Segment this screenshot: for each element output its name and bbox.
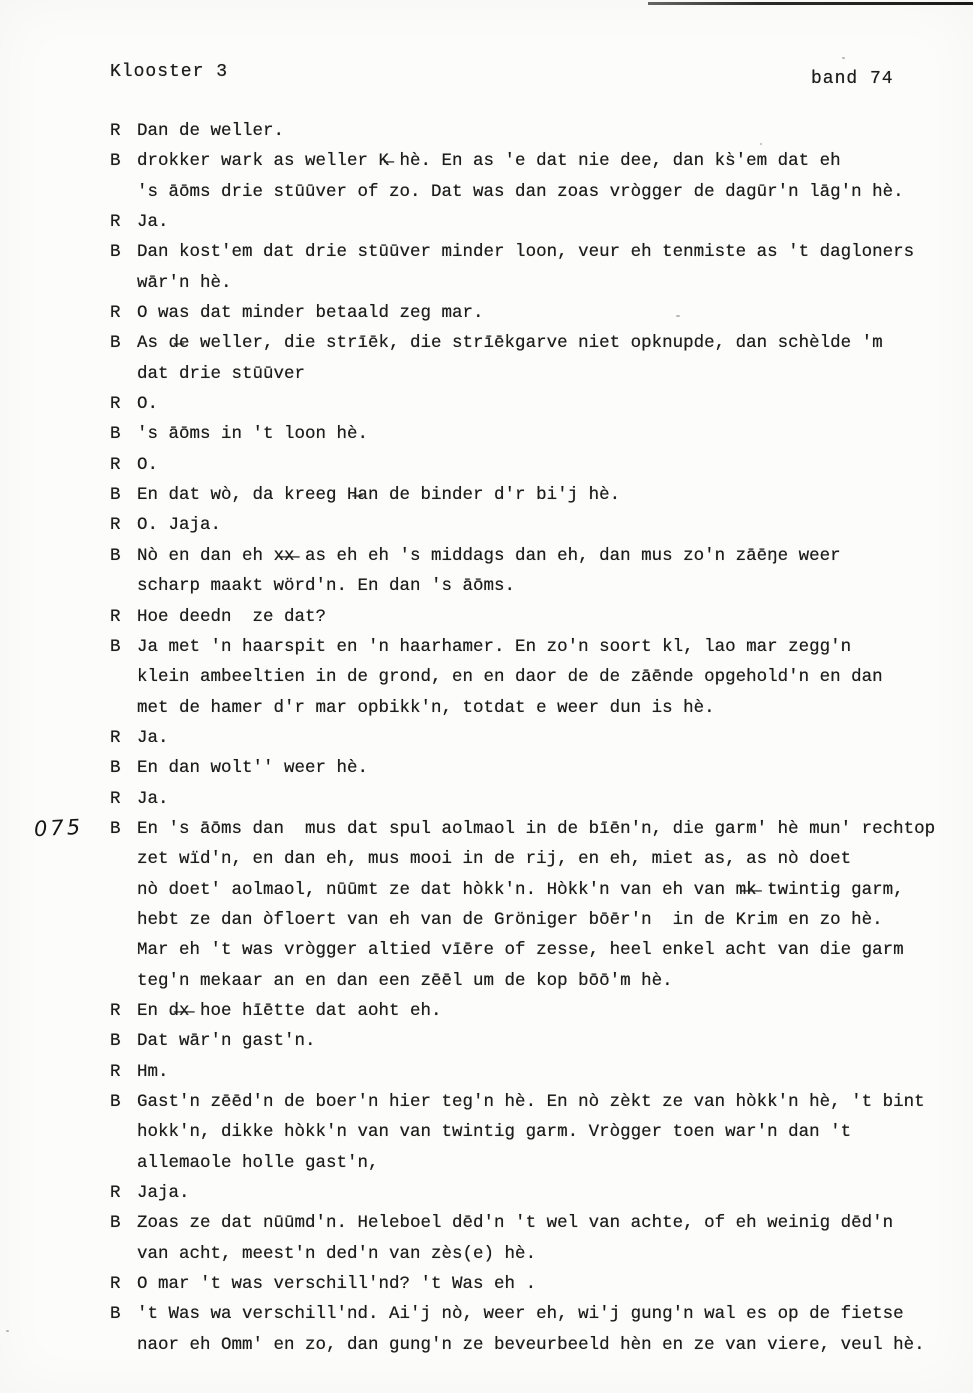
line-text: klein ambeeltien in de grond, en en daor de de zāēnde opgehold'n en dan xyxy=(137,667,883,688)
speaker-label: B xyxy=(110,758,121,779)
transcript-line xyxy=(110,1178,962,1208)
transcript-line xyxy=(110,298,962,328)
transcript-line xyxy=(110,875,962,905)
speaker-label: B xyxy=(110,818,121,839)
speaker-label: R xyxy=(110,788,121,809)
speaker-label: B xyxy=(110,636,121,657)
transcript-line xyxy=(110,268,962,298)
line-text: En 's āōms dan mus dat spul aolmaol in de bīēn'n, die garm' hè mun' rechtop xyxy=(137,818,936,839)
transcript-line xyxy=(110,844,962,874)
transcript-line xyxy=(110,723,962,753)
line-text: 's āōms drie stūūver of zo. Dat was dan zoas vrògger de dagūr'n lāg'n hè. xyxy=(137,181,904,202)
line-text: En dat wò, da kreeg H̶an de binder d'r bi'j hè. xyxy=(137,485,621,506)
transcript-line xyxy=(110,177,962,207)
speaker-label: R xyxy=(110,121,121,141)
transcript-line xyxy=(110,1239,962,1269)
transcript-line xyxy=(110,1269,962,1299)
line-text: nò doet' aolmaol, nūūmt ze dat hòkk'n. Hòkk'n van eh van m̶k̶ twintig garm, xyxy=(137,879,904,900)
transcript-line xyxy=(110,359,962,389)
transcript-line xyxy=(110,1330,962,1360)
speaker-label xyxy=(110,1148,137,1178)
transcript-line xyxy=(110,784,962,814)
speaker-label: B xyxy=(110,485,121,506)
speaker-label: R xyxy=(110,303,121,324)
speaker-label: R xyxy=(110,515,121,536)
transcript xyxy=(110,116,962,1360)
line-text: En dan wolt'' weer hè. xyxy=(137,758,369,779)
speaker-label: B xyxy=(110,1304,121,1325)
transcript-line xyxy=(110,1026,962,1056)
line-text: Mar eh 't was vrògger altied vīēre of zesse, heel enkel acht van die garm xyxy=(137,940,904,961)
speaker-label: R xyxy=(110,1274,121,1295)
line-text: Ja met 'n haarspit en 'n haarhamer. En zo'n soort kl, lao mar zegg'n xyxy=(137,636,852,657)
line-text: Jaja. xyxy=(137,1183,190,1204)
line-text: zet wïd'n, en dan eh, mus mooi in de rij, en eh, miet as, as nò doet xyxy=(137,849,852,870)
line-text: van acht, meest'n ded'n van zès(e) hè. xyxy=(137,1243,537,1264)
transcript-line xyxy=(110,571,962,601)
line-text: Ja. xyxy=(137,788,169,809)
scan-speck xyxy=(760,143,762,145)
speaker-label xyxy=(110,1117,137,1147)
line-text: drokker wark as weller K̶ hè. En as 'e dat nie dee, dan ks̀'em dat eh xyxy=(137,151,841,172)
transcript-line xyxy=(110,632,962,662)
line-text: Ja. xyxy=(137,212,169,233)
speaker-label xyxy=(110,935,137,965)
speaker-label xyxy=(110,875,137,905)
line-text: allemaole holle gast'n, xyxy=(137,1152,379,1173)
scan-speck xyxy=(6,1330,9,1332)
transcript-line xyxy=(110,116,962,146)
transcript-line xyxy=(110,450,962,480)
transcript-line xyxy=(110,389,962,419)
line-text: scharp maakt wörd'n. En dan 's āōms. xyxy=(137,576,516,597)
line-text: naor eh Omm' en zo, dan gung'n ze beveurbeeld hèn en ze van viere, veul hè. xyxy=(137,1334,925,1355)
speaker-label xyxy=(110,905,137,935)
speaker-label xyxy=(110,966,137,996)
speaker-label: R xyxy=(110,727,121,748)
speaker-label xyxy=(110,1239,137,1269)
transcript-line xyxy=(110,814,962,844)
transcript-line xyxy=(110,146,962,176)
line-text: 's āōms in 't loon hè. xyxy=(137,424,369,445)
speaker-label: R xyxy=(110,1061,121,1082)
transcript-line xyxy=(110,966,962,996)
transcript-line xyxy=(110,510,962,540)
speaker-label: B xyxy=(110,1213,121,1234)
line-text: O was dat minder betaald zeg mar. xyxy=(137,303,484,324)
speaker-label: R xyxy=(110,212,121,233)
line-text: O. Jaja. xyxy=(137,515,222,536)
transcript-line xyxy=(110,1148,962,1178)
speaker-label: R xyxy=(110,1000,121,1021)
line-text: teg'n mekaar an en dan een zēēl um de kop bōō'm hè. xyxy=(137,970,673,991)
scan-speck xyxy=(842,57,845,59)
band-number: band 74 xyxy=(811,69,894,89)
transcript-line xyxy=(110,1087,962,1117)
line-text: O mar 't was verschill'nd? 't Was eh . xyxy=(137,1274,537,1295)
transcript-line xyxy=(110,1057,962,1087)
transcript-line xyxy=(110,1208,962,1238)
transcript-line xyxy=(110,419,962,449)
speaker-label xyxy=(110,662,137,692)
transcript-line xyxy=(110,480,962,510)
transcript-line xyxy=(110,662,962,692)
line-text: Dat wār'n gast'n. xyxy=(137,1031,316,1052)
line-text: Gast'n zēēd'n de boer'n hier teg'n hè. En nò zèkt ze van hòkk'n hè, 't bint xyxy=(137,1092,925,1112)
line-text: Dan kost'em dat drie stūūver minder loon, veur eh tenmiste as 't dagloners xyxy=(137,242,915,263)
line-text: 't Was wa verschill'nd. Ai'j nò, weer eh, wi'j gung'n wal es op de fietse xyxy=(137,1304,904,1325)
line-text: wār'n hè. xyxy=(137,272,232,293)
transcript-line xyxy=(110,996,962,1026)
line-text: met de hamer d'r mar opbikk'n, totdat e weer dun is hè. xyxy=(137,697,715,718)
transcript-line xyxy=(110,1117,962,1147)
margin-note-handwritten: 075 xyxy=(33,814,84,842)
speaker-label xyxy=(110,268,137,298)
speaker-label: B xyxy=(110,545,121,566)
speaker-label: R xyxy=(110,394,121,415)
line-text: Ja. xyxy=(137,727,169,748)
speaker-label xyxy=(110,177,137,207)
speaker-label: R xyxy=(110,454,121,475)
scan-speck xyxy=(676,315,680,317)
line-text: Zoas ze dat nūūmd'n. Heleboel dēd'n 't wel van achte, of eh weinig dēd'n xyxy=(137,1213,894,1234)
transcript-line xyxy=(110,1299,962,1329)
line-text: hebt ze dan òfloert van eh van de Gröniger bōēr'n in de Krim en zo hè. xyxy=(137,909,883,930)
document-title: Klooster 3 xyxy=(110,62,229,82)
transcript-line xyxy=(110,935,962,965)
speaker-label: B xyxy=(110,333,121,354)
line-text: dat drie stūūver xyxy=(137,363,306,384)
transcript-line xyxy=(110,602,962,632)
top-edge-rule xyxy=(648,2,973,5)
line-text: As d̶e weller, die strīēk, die strīēkgarve niet opknupde, dan schèlde 'm xyxy=(137,333,883,354)
transcript-line xyxy=(110,693,962,723)
speaker-label: B xyxy=(110,242,121,263)
speaker-label: B xyxy=(110,1031,121,1052)
line-text: Hoe deedn ze dat? xyxy=(137,606,327,627)
transcript-line xyxy=(110,207,962,237)
transcript-line xyxy=(110,753,962,783)
speaker-label: B xyxy=(110,151,121,172)
transcript-line xyxy=(110,328,962,358)
transcript-line xyxy=(110,541,962,571)
line-text: Hm. xyxy=(137,1061,169,1082)
speaker-label xyxy=(110,1330,137,1360)
speaker-label xyxy=(110,571,137,601)
line-text: En d̶x̶ hoe hīētte dat aoht eh. xyxy=(137,1000,442,1021)
line-text: O. xyxy=(137,454,159,475)
line-text: Dan de weller. xyxy=(137,121,285,141)
line-text: hokk'n, dikke hòkk'n van van twintig garm. Vrògger toen war'n dan 't xyxy=(137,1122,852,1143)
transcript-line xyxy=(110,237,962,267)
speaker-label: B xyxy=(110,424,121,445)
speaker-label xyxy=(110,844,137,874)
speaker-label: B xyxy=(110,1092,121,1112)
line-text: Nò en dan eh x̶x̶ as eh eh 's middags dan eh, dan mus zo'n zāēŋe weer xyxy=(137,545,841,566)
speaker-label: R xyxy=(110,1183,121,1204)
speaker-label xyxy=(110,693,137,723)
line-text: O. xyxy=(137,394,159,415)
speaker-label xyxy=(110,359,137,389)
speaker-label: R xyxy=(110,606,121,627)
transcript-line xyxy=(110,905,962,935)
